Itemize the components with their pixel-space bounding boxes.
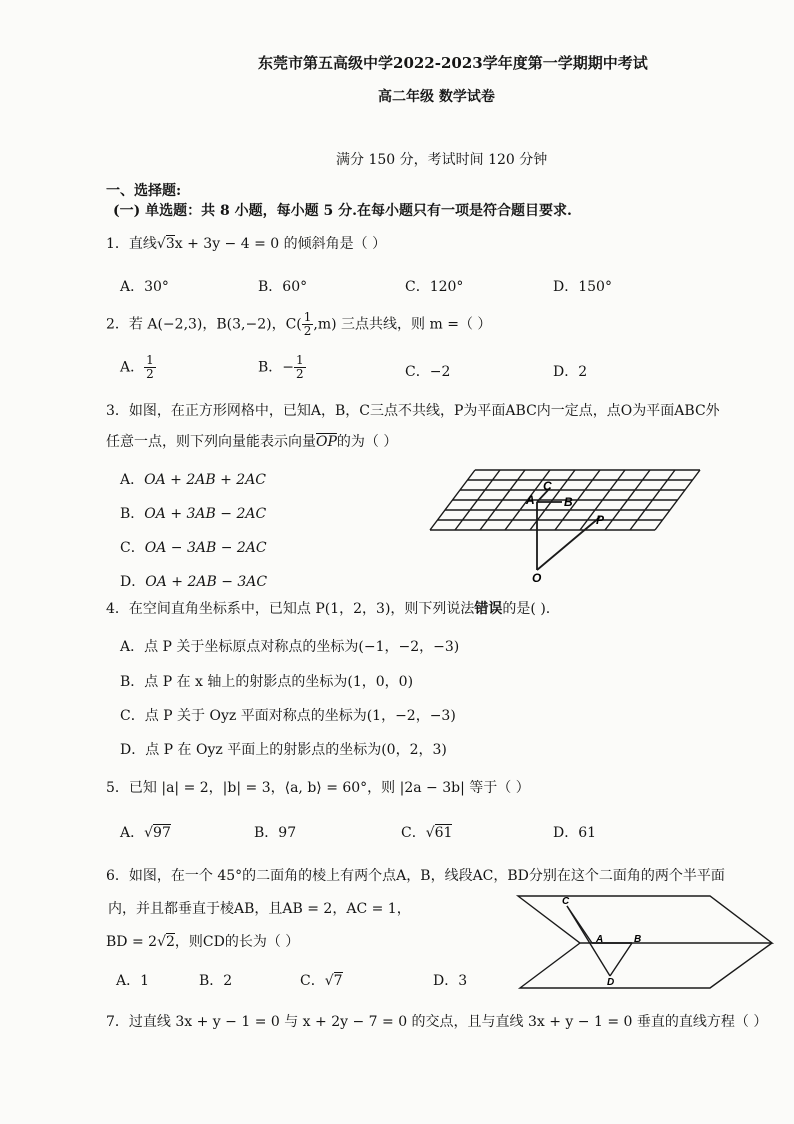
label-a: A: [526, 493, 535, 507]
q4-option-d: D．点 P 在 Oyz 平面上的射影点的坐标为(0，2，3): [120, 742, 447, 758]
q1-option-d: D．150°: [553, 279, 612, 295]
q3-grid-figure: [420, 460, 710, 590]
question-2-stem: 2．若 A(−2,3)，B(3,−2)，C( $\frac{1}{2}$ ,m) 三点共线，则 m =（ ）: [106, 310, 492, 338]
q4-option-c: C．点 P 关于 Oyz 平面对称点的坐标为(1，−2，−3): [120, 708, 456, 724]
label-p: P: [596, 513, 605, 527]
q6-option-a: A．1: [116, 973, 150, 989]
q4-option-b: B．点 P 在 x 轴上的射影点的坐标为(1，0，0): [120, 674, 414, 690]
q5-option-a: A．√97: [120, 825, 171, 841]
q6-option-b: B．2: [199, 973, 233, 989]
question-3-line2: 任意一点，则下列向量能表示向量$\overline{OP}$的为（ ）: [106, 434, 398, 450]
q3-option-c: C．OA − 3AB − 2AC: [120, 540, 267, 556]
label-b: B: [564, 495, 573, 509]
q1-option-c: C．120°: [405, 279, 464, 295]
q2-option-c: C．−2: [405, 364, 451, 380]
q6-dihedral-figure: [510, 888, 780, 998]
q3-option-a: A．OA + 2AB + 2AC: [120, 472, 267, 488]
question-6-line2: 内，并且都垂直于棱AB，且AB = 2，AC = 1，: [108, 901, 411, 917]
q3-option-b: B．OA + 3AB − 2AC: [120, 506, 267, 522]
q2-option-a: A． $\frac{1}{2}$: [120, 353, 154, 381]
q4-option-a: A．点 P 关于坐标原点对称点的坐标为(−1，−2，−3): [120, 639, 460, 655]
subject-title: 高二年级 数学试卷: [378, 89, 495, 105]
label-o: O: [532, 571, 542, 585]
section-subheading: (一) 单选题：共 8 小题，每小题 5 分.在每小题只有一项是符合题目要求.: [113, 203, 572, 219]
q1-option-a: A．30°: [120, 279, 169, 295]
exam-info: 满分 150 分，考试时间 120 分钟: [336, 152, 548, 168]
label-a: A: [596, 934, 604, 945]
q5-option-b: B．97: [254, 825, 297, 841]
q5-option-c: C．√61: [401, 825, 453, 841]
section-heading: 一、选择题:: [106, 183, 182, 199]
q2-option-d: D．2: [553, 364, 588, 380]
question-7-stem: 7．过直线 3x + y − 1 = 0 与 x + 2y − 7 = 0 的交点，且与直线 3x + y − 1 = 0 垂直的直线方程（ ）: [106, 1014, 768, 1030]
school-title: 东莞市第五高级中学2022-2023学年度第一学期期中考试: [258, 54, 648, 72]
question-6-line3: BD = 2√2，则CD的长为（ ）: [106, 934, 300, 950]
q6-option-c: C．√7: [300, 973, 343, 989]
label-c: C: [543, 479, 552, 493]
q2-option-b: B．− $\frac{1}{2}$: [258, 353, 304, 381]
question-3-line1: 3．如图，在正方形网格中，已知A，B，C三点不共线，P为平面ABC内一定点，点O为平面ABC外: [106, 403, 720, 419]
label-c: C: [562, 896, 570, 907]
q1-option-b: B．60°: [258, 279, 308, 295]
question-1-stem: 1．直线√3x + 3y − 4 = 0 的倾斜角是（ ）: [106, 236, 387, 252]
label-b: B: [634, 934, 642, 945]
q2-fraction: $\frac{1}{2}$: [303, 310, 312, 338]
q5-option-d: D．61: [553, 825, 597, 841]
question-5-stem: 5．已知 |a| = 2，|b| = 3，⟨a, b⟩ = 60°，则 |2a − 3b| 等于（ ）: [106, 780, 530, 796]
q3-option-d: D．OA + 2AB − 3AC: [120, 574, 268, 590]
q6-option-d: D．3: [433, 973, 468, 989]
label-d: D: [607, 977, 615, 988]
question-4-stem: 4．在空间直角坐标系中，已知点 P(1，2，3)，则下列说法错误的是( ).: [106, 601, 551, 617]
question-6-line1: 6．如图，在一个 45°的二面角的棱上有两个点A，B，线段AC，BD分别在这个二面角的两个半平面: [106, 868, 725, 884]
